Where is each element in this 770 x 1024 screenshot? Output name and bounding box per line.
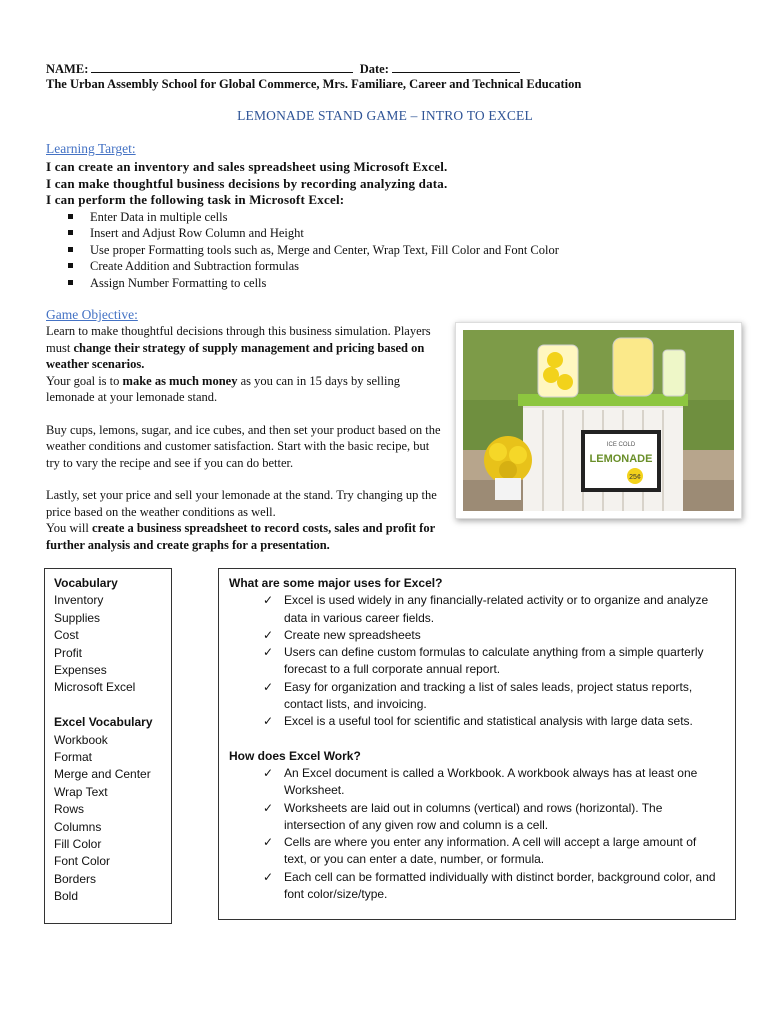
excel-vocabulary-item: Wrap Text	[54, 784, 108, 799]
page-title: LEMONADE STAND GAME – INTRO TO EXCEL	[237, 108, 533, 123]
vocabulary-item: Profit	[54, 645, 83, 660]
how-item: ✓ Each cell can be formatted individually with distinct border, background color, and font color/size/type.	[263, 869, 716, 902]
name-date-line	[46, 60, 520, 77]
how-item: ✓ Cells are where you enter any information. A cell will accept a large amount of text, or you can enter a date, number, or formula.	[263, 835, 697, 867]
vocabulary-heading: Vocabulary	[54, 576, 118, 590]
uses-list	[229, 592, 729, 730]
task-list	[46, 209, 559, 292]
bullet-square-icon	[68, 230, 73, 235]
checkmark-icon: ✓	[263, 593, 274, 608]
learning-target-heading: Learning Target:	[46, 141, 136, 156]
checkmark-icon: ✓	[263, 627, 274, 642]
checkmark-icon: ✓	[263, 645, 274, 660]
school-line: The Urban Assembly School for Global Commerce, Mrs. Familiare, Career and Technical Education	[46, 77, 582, 91]
vocabulary-item: Cost	[54, 628, 79, 643]
how-item: ✓ An Excel document is called a Workbook. A workbook always has at least one Worksheet.	[263, 765, 698, 798]
task-item: Assign Number Formatting to cells	[46, 275, 559, 292]
name-blank[interactable]	[91, 60, 353, 73]
objective-paragraph-2: Buy cups, lemons, sugar, and ice cubes, and then set your product based on the weather conditions and customer satisfaction. Start with the basic recipe, but try to vary the recipe and see if you can do better.	[46, 422, 441, 470]
objective-paragraph-1: Learn to make thoughtful decisions through this business simulation. Players must change their strategy of supply management and pricing based on weather scenarios. Your goal is to make as much money as you can in 15 days by selling lemonade at your lemonade stand.	[46, 324, 431, 404]
target-line: I can create an inventory and sales spreadsheet using Microsoft Excel.	[46, 159, 448, 174]
lemonade-stand-photo	[455, 322, 742, 519]
vocabulary-box	[44, 568, 172, 924]
checkmark-icon: ✓	[263, 679, 274, 694]
excel-vocabulary-item: Borders	[54, 871, 97, 886]
target-line: I can make thoughtful business decisions by recording analyzing data.	[46, 175, 448, 191]
name-label: NAME:	[46, 62, 89, 76]
uses-item: ✓ Easy for organization and tracking a list of sales leads, project status reports, contact lists, and invoicing.	[263, 679, 693, 712]
uses-question: What are some major uses for Excel?	[229, 576, 443, 590]
vocabulary-item: Microsoft Excel	[54, 680, 136, 695]
date-label: Date:	[359, 62, 389, 76]
how-question: How does Excel Work?	[229, 748, 361, 763]
svg-text:25¢: 25¢	[629, 474, 641, 481]
excel-vocabulary-item: Rows	[54, 802, 85, 817]
uses-item: ✓ Users can define custom formulas to calculate anything from a simple quarterly forecast to a full corporate annual report.	[263, 645, 704, 677]
uses-item: ✓ Excel is used widely in any financially-related activity or to organize and analyze data in various career fields.	[263, 593, 709, 625]
target-line: I can perform the following task in Microsoft Excel:	[46, 192, 345, 207]
how-list	[229, 765, 729, 903]
task-item: Enter Data in multiple cells	[46, 209, 559, 226]
excel-vocabulary-item: Fill Color	[54, 837, 102, 852]
uses-item: ✓ Excel is a useful tool for scientific and statistical analysis with large data sets.	[229, 713, 729, 730]
bullet-square-icon	[68, 214, 73, 219]
excel-vocabulary-item: Bold	[54, 889, 79, 904]
bullet-square-icon	[68, 280, 73, 285]
checkmark-icon: ✓	[263, 800, 274, 815]
vocabulary-item: Inventory	[54, 593, 104, 608]
task-item: Insert and Adjust Row Column and Height	[46, 225, 559, 242]
excel-vocabulary-item: Workbook	[54, 732, 108, 747]
checkmark-icon: ✓	[263, 765, 274, 780]
lemonade-stand-image	[463, 330, 734, 511]
svg-text:ICE COLD: ICE COLD	[606, 442, 636, 448]
vocabulary-list	[54, 575, 153, 906]
excel-vocabulary-item: Format	[54, 750, 93, 765]
checkmark-icon: ✓	[263, 835, 274, 850]
task-item: Create Addition and Subtraction formulas	[46, 258, 559, 275]
vocabulary-item: Supplies	[54, 610, 101, 625]
bullet-square-icon	[68, 263, 73, 268]
date-blank[interactable]	[392, 60, 520, 73]
game-objective-heading: Game Objective:	[46, 307, 138, 322]
learning-target-section	[46, 141, 559, 291]
how-item: ✓ Worksheets are laid out in columns (vertical) and rows (horizontal). The intersection of any given row and column is a cell.	[263, 800, 663, 832]
checkmark-icon: ✓	[263, 714, 274, 729]
game-objective-section	[46, 307, 441, 553]
excel-vocabulary-item: Font Color	[54, 854, 111, 869]
excel-uses-box	[218, 568, 736, 920]
vocabulary-item: Expenses	[54, 663, 107, 678]
excel-vocabulary-item: Merge and Center	[54, 767, 151, 782]
excel-vocabulary-item: Columns	[54, 819, 102, 834]
excel-vocabulary-heading: Excel Vocabulary	[54, 715, 153, 730]
task-item: Use proper Formatting tools such as, Merge and Center, Wrap Text, Fill Color and Font Color	[46, 242, 559, 259]
bullet-square-icon	[68, 247, 73, 252]
objective-paragraph-3: Lastly, set your price and sell your lemonade at the stand. Try changing up the price based on the weather conditions as well. You will create a business spreadsheet to record costs, sales and profit for further analysis and create graphs for a presentation.	[46, 488, 437, 552]
uses-item: ✓ Create new spreadsheets	[229, 627, 729, 644]
svg-text:LEMONADE: LEMONADE	[589, 453, 653, 465]
checkmark-icon: ✓	[263, 869, 274, 884]
